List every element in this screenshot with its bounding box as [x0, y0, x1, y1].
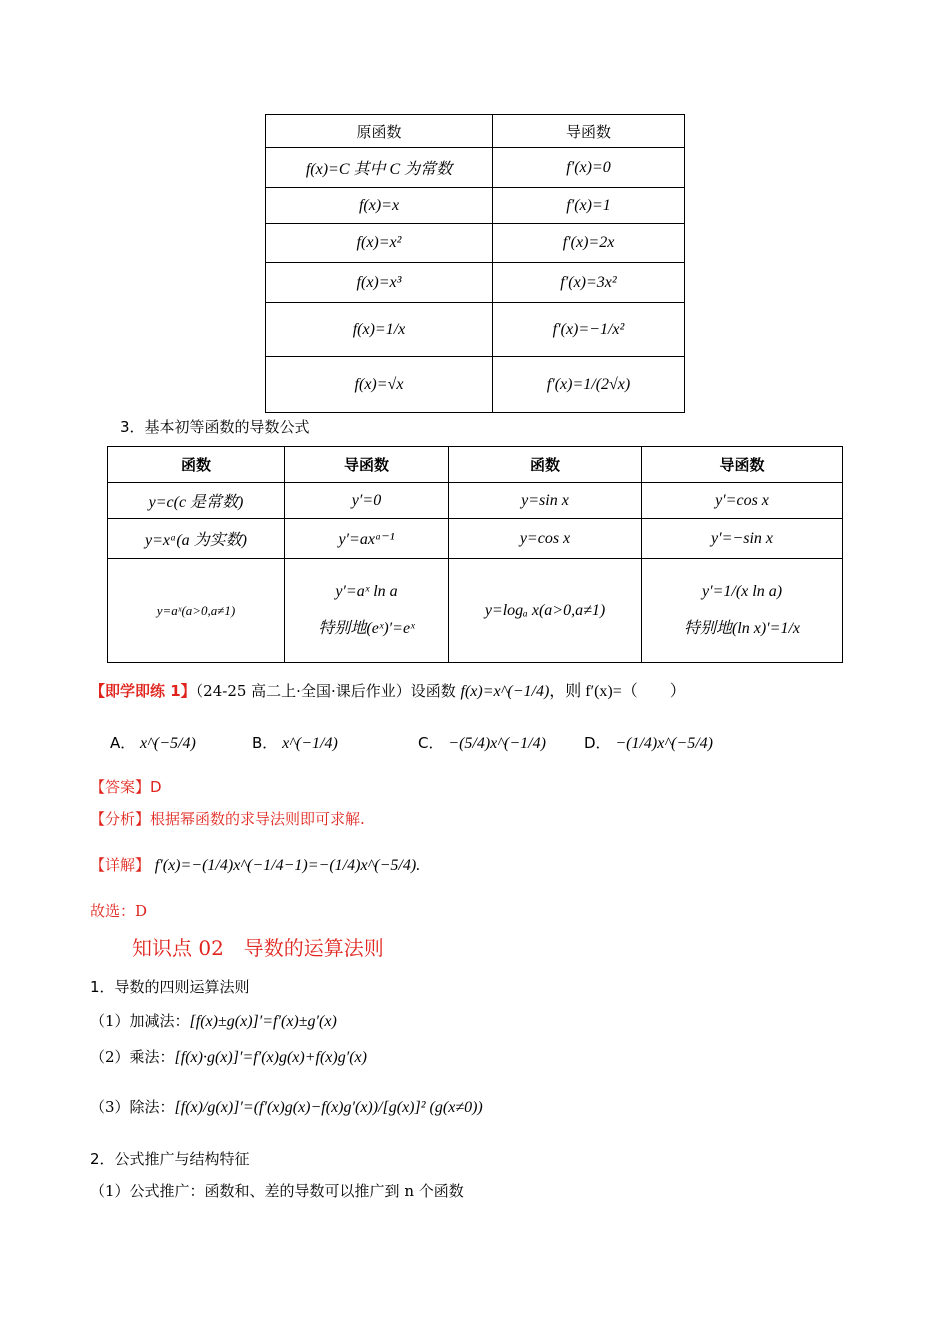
table1-cell: f′(x)=3x²: [493, 263, 685, 303]
table2-special-ln: 特别地(ln x)′=1/x: [683, 620, 801, 637]
option-d-label: D．: [584, 734, 611, 752]
table2-cell: y=aˣ(a>0,a≠1): [108, 559, 285, 663]
table1-header-derivative: 导函数: [493, 115, 685, 148]
rule-add-label: （1）加减法：: [90, 1012, 190, 1030]
table1-cell: f(x)=x: [266, 188, 493, 224]
table2-cell-line: y′=aˣ ln a: [335, 583, 398, 600]
rule-add: [90, 1010, 337, 1031]
table1-cell: f′(x)=2x: [493, 224, 685, 263]
table1-cell: f(x)=1/x: [266, 303, 493, 357]
table1-cell: f′(x)=−1/x²: [493, 303, 685, 357]
rule-div-formula: [f(x)/g(x)]′=(f′(x)g(x)−f(x)g′(x))/[g(x)]² (g(x≠0)): [174, 1099, 483, 1116]
exercise-question: [90, 678, 686, 701]
option-c-label: C．: [418, 734, 444, 752]
option-b-label: B．: [252, 734, 278, 752]
table1-cell: f′(x)=1: [493, 188, 685, 224]
exercise-source: （24-25 高二上·全国·课后作业）设函数: [195, 682, 456, 700]
table1-cell: f′(x)=1/(2√x): [493, 357, 685, 413]
exercise-ask: ，则 f′(x)=（ ）: [549, 683, 686, 700]
table2-cell: y=cos x: [449, 519, 642, 559]
table2-header: 导函数: [285, 447, 449, 483]
knowledge-point-title: 知识点 02 导数的运算法则: [132, 936, 384, 960]
table2-cell: y=logₐ x(a>0,a≠1): [449, 559, 642, 663]
table1-header-original: 原函数: [266, 115, 493, 148]
option-a-label: A．: [110, 734, 136, 752]
table2-cell: [642, 559, 843, 663]
section-3-title: 3．基本初等函数的导数公式: [120, 418, 310, 436]
basic-derivative-table: [265, 114, 685, 413]
table2-cell: y=xᵃ(a 为实数): [108, 519, 285, 559]
option-b-value: x^(−1/4): [282, 735, 338, 752]
detail-line: [90, 854, 420, 875]
answer-line: [90, 776, 162, 797]
table2-header: 函数: [108, 447, 285, 483]
rule-mul-formula: [f(x)·g(x)]′=f′(x)g(x)+f(x)g′(x): [174, 1049, 367, 1066]
table2-cell: y=c(c 是常数): [108, 483, 285, 519]
table2-cell: y′=0: [285, 483, 449, 519]
option-d-value: −(1/4)x^(−5/4): [615, 735, 713, 752]
table2-header: 导函数: [642, 447, 843, 483]
table2-cell: y′=cos x: [642, 483, 843, 519]
analysis-tag: 【分析】: [90, 810, 151, 828]
generalize-item-1: （1）公式推广：函数和、差的导数可以推广到 n 个函数: [90, 1182, 464, 1200]
option-c: [418, 732, 546, 753]
table1-cell: f(x)=√x: [266, 357, 493, 413]
table1-cell: f′(x)=0: [493, 148, 685, 188]
analysis-text: 根据幂函数的求导法则即可求解.: [150, 810, 365, 828]
table2-special-e: 特别地(eˣ)′=eˣ: [318, 620, 415, 637]
answer-value: D: [150, 778, 162, 796]
detail-tag: 【详解】: [90, 856, 151, 874]
table1-cell: f(x)=x³: [266, 263, 493, 303]
table2-cell: [285, 559, 449, 663]
rule-mul-label: （2）乘法：: [90, 1048, 175, 1066]
detail-formula: f′(x)=−(1/4)x^(−1/4−1)=−(1/4)x^(−5/4).: [154, 857, 421, 874]
answer-tag: 【答案】: [90, 778, 151, 796]
table2-cell: y′=axᵃ⁻¹: [285, 519, 449, 559]
analysis-line: [90, 808, 365, 829]
table2-header: 函数: [449, 447, 642, 483]
table2-cell-line: y′=1/(x ln a): [701, 583, 783, 600]
table1-cell: f(x)=C 其中 C 为常数: [266, 148, 493, 188]
table2-cell: y=sin x: [449, 483, 642, 519]
conclusion-line: 故选：D: [90, 902, 148, 920]
exercise-tag: 【即学即练 1】: [90, 682, 196, 700]
elementary-derivative-table: [107, 446, 843, 663]
option-d: [584, 732, 713, 753]
rule-div: [90, 1096, 483, 1117]
option-b: [252, 732, 338, 753]
option-c-value: −(5/4)x^(−1/4): [448, 735, 546, 752]
table1-cell: f(x)=x²: [266, 224, 493, 263]
rule-mul: [90, 1046, 367, 1067]
generalize-title: 2．公式推广与结构特征: [90, 1150, 250, 1168]
option-a: [110, 732, 196, 753]
rules-title: 1．导数的四则运算法则: [90, 978, 250, 996]
table2-cell: y′=−sin x: [642, 519, 843, 559]
rule-div-label: （3）除法：: [90, 1098, 175, 1116]
rule-add-formula: [f(x)±g(x)]′=f′(x)±g′(x): [189, 1013, 337, 1030]
option-a-value: x^(−5/4): [140, 735, 196, 752]
exercise-function: f(x)=x^(−1/4): [460, 683, 550, 700]
